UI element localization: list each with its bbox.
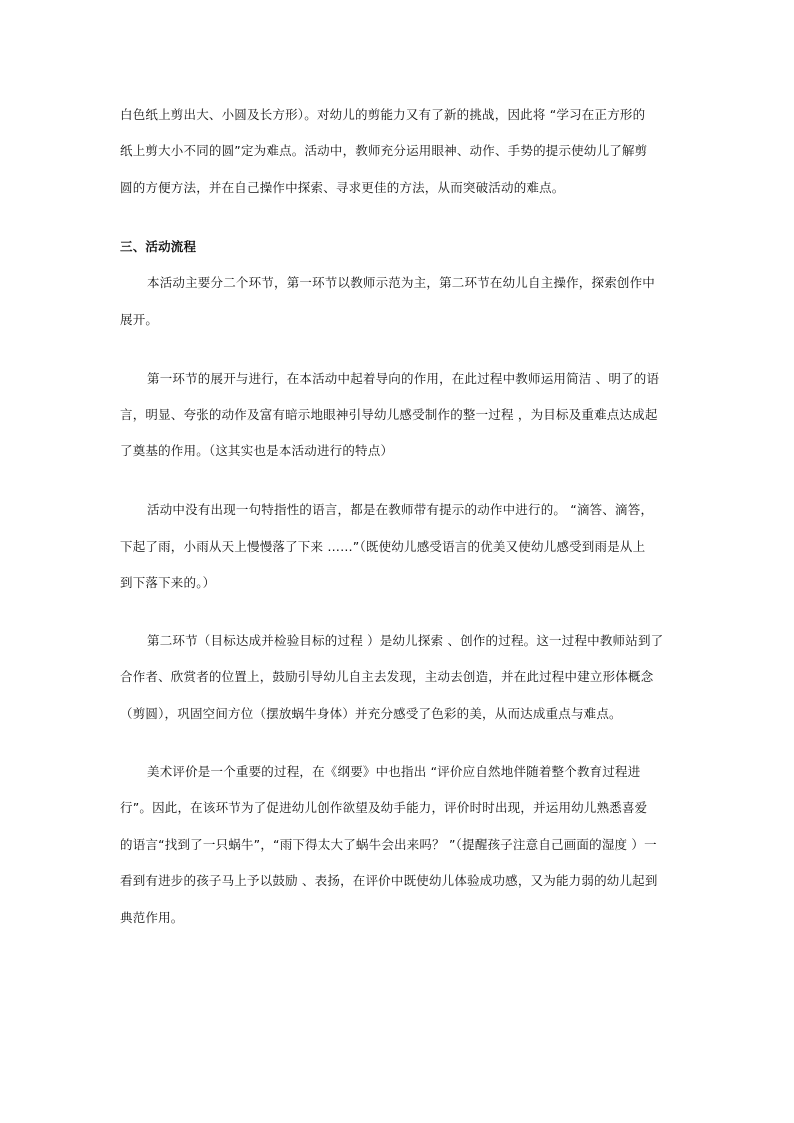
intro-line-1: 白色纸上剪出大、小圆及长方形）。对幼儿的剪能力又有了新的挑战，因此将 “学习在正方形的 [120,107,646,122]
para4-line-2: 合作者、欣赏者的位置上，鼓励引导幼儿自主去发现，主动去创造，并在此过程中建立形体概念 [120,669,654,684]
intro-line-2: 纸上剪大小不同的圆”定为难点。活动中，教师充分运用眼神、动作、手势的提示使幼儿了解剪 [120,143,648,158]
para3-line-1: 活动中没有出现一句特指性的语言，都是在教师带有提示的动作中进行的。 “滴答、滴答， [147,502,654,517]
intro-line-3: 圆的方便方法，并在自己操作中探索、寻求更佳的方法，从而突破活动的难点。 [120,180,565,195]
para1-line-1: 本活动主要分二个环节，第一环节以教师示范为主，第二环节在幼儿自主操作，探索创作中 [147,275,656,290]
para5-line-4: 看到有进步的孩子马上予以鼓励 、表扬，在评价中既使幼儿体验成功感，又为能力弱的幼儿起到 [120,873,658,888]
para5-line-2: 行”。因此，在该环节为了促进幼儿创作欲望及幼手能力，评价时时出现，并运用幼儿熟悉喜爱 [120,800,648,815]
para2-line-1: 第一环节的展开与进行，在本活动中起着导向的作用，在此过程中教师运用简洁 、明了的语 [147,371,660,386]
para3-line-2: 下起了雨，小雨从天上慢慢落了下来 ……”（既使幼儿感受语言的优美又使幼儿感受到雨是从上 [120,539,646,554]
para1-line-2: 展开。 [120,312,159,327]
para3-line-3: 到下落下来的。） [120,575,216,590]
para4-line-1: 第二环节（目标达成并检验目标的过程 ）是幼儿探索 、创作的过程。这一过程中教师站到了 [147,633,664,648]
para2-line-2: 言，明显、夸张的动作及富有暗示地眼神引导幼儿感受制作的整一过程 ，为目标及重难点达成起 [120,407,658,422]
para2-line-3: 了奠基的作用。（这其实也是本活动进行的特点） [120,443,394,458]
para5-line-1: 美术评价是一个重要的过程，在《纲要》中也指出 “评价应自然地伴随着整个教育过程进 [147,764,641,779]
para5-line-3: 的语言“找到了一只蜗牛”，“雨下得太大了蜗牛会出来吗？ ”（提醒孩子注意自己画面的湿度 ）一 [120,837,657,852]
para4-line-3: （剪圆），巩固空间方位（摆放蜗牛身体）并充分感受了色彩的美，从而达成重点与难点。 [120,706,622,721]
para5-line-5: 典范作用。 [120,910,184,925]
section-heading: 三、活动流程 [120,239,197,254]
